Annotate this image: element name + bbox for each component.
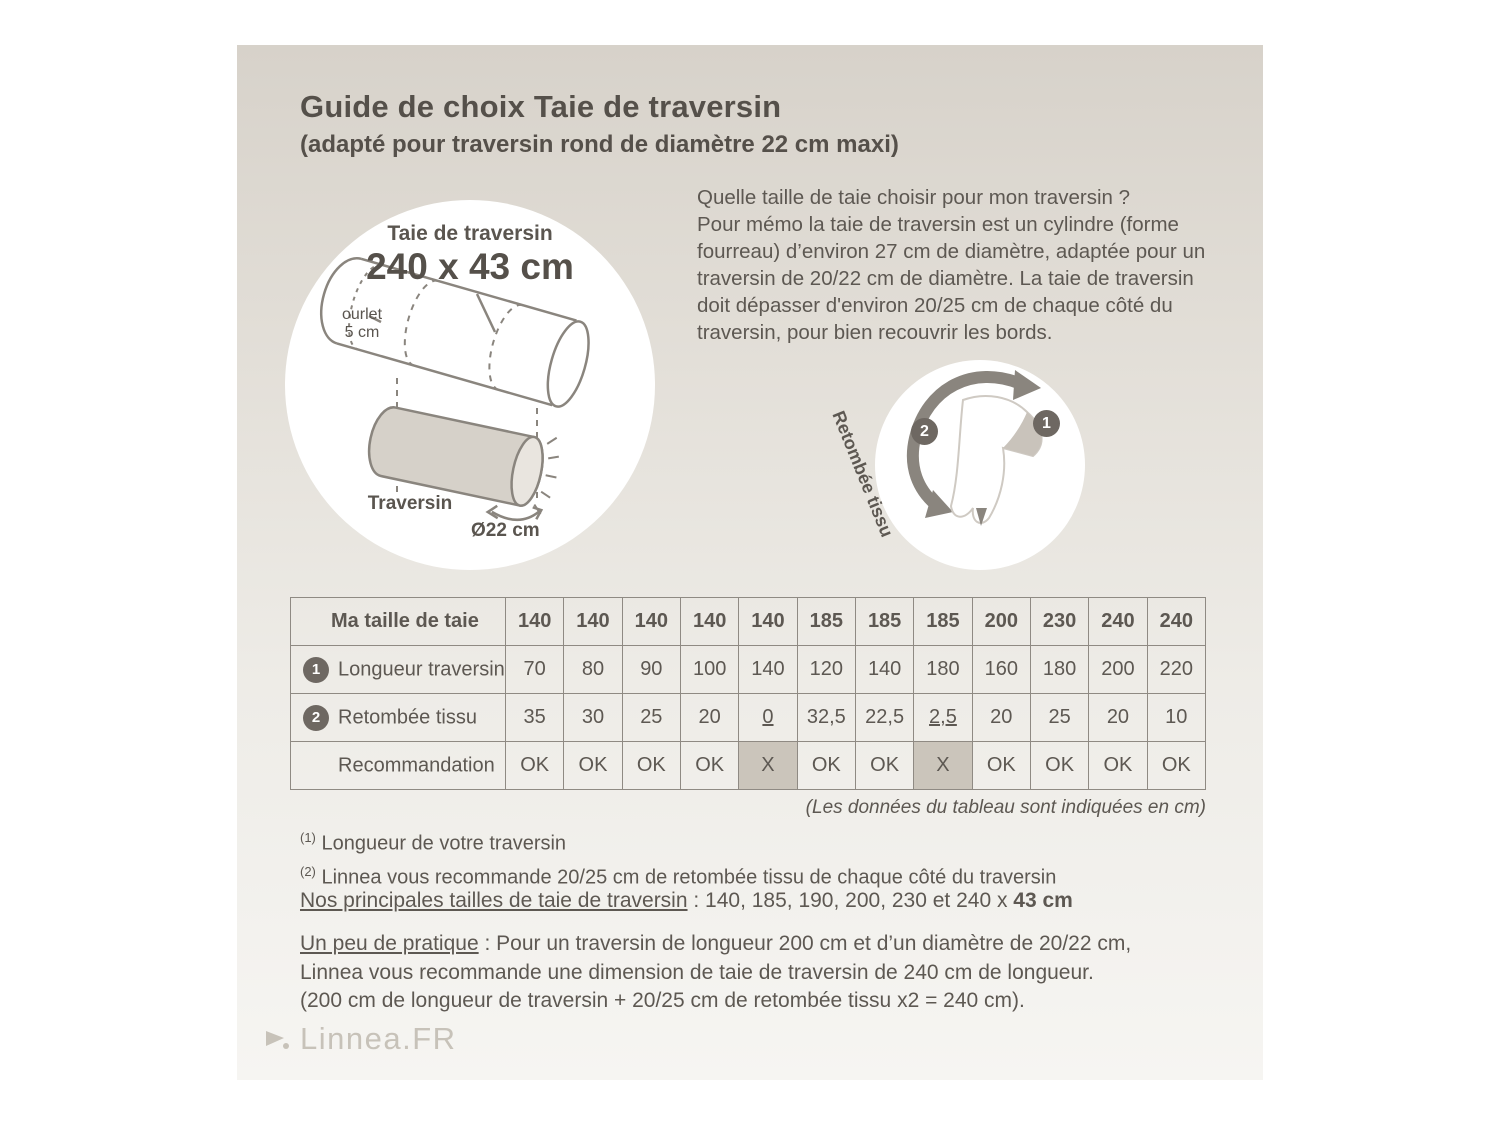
- table-header-cell: 140: [564, 598, 622, 646]
- table-cell: 140: [739, 646, 797, 694]
- main-sizes-line: [300, 889, 1073, 913]
- table-cell: 200: [1089, 646, 1147, 694]
- table-cell: 20: [972, 694, 1030, 742]
- table-cell: 20: [1089, 694, 1147, 742]
- table-cell: 100: [680, 646, 738, 694]
- practice-line-2: Linnea vous recommande une dimension de taie de traversin de 240 cm de longueur.: [300, 960, 1094, 984]
- table-header-cell: 240: [1089, 598, 1147, 646]
- practice-line-1-rest: : Pour un traversin de longueur 200 cm et d’un diamètre de 20/22 cm,: [478, 932, 1132, 955]
- table-cell: 140: [855, 646, 913, 694]
- table-cell: OK: [972, 742, 1030, 790]
- row-label: [291, 694, 506, 742]
- intro-text: [697, 184, 1217, 346]
- table-header-cell: 140: [739, 598, 797, 646]
- table-cell: X: [914, 742, 972, 790]
- footnote-1-marker: (1): [300, 830, 316, 845]
- table-cell: 2,5: [914, 694, 972, 742]
- row-label: [291, 742, 506, 790]
- table-header-cell: 140: [622, 598, 680, 646]
- row-number-badge: 1: [303, 657, 329, 683]
- table-cell: 80: [564, 646, 622, 694]
- row-label-text: Recommandation: [338, 753, 495, 776]
- table-cell: 20: [680, 694, 738, 742]
- title-block: [300, 89, 899, 159]
- table-cell: 22,5: [855, 694, 913, 742]
- page-title: Guide de choix Taie de traversin: [300, 89, 782, 124]
- table-cell: OK: [797, 742, 855, 790]
- footnote-2-text: Linnea vous recommande 20/25 cm de retombée tissu de chaque côté du traversin: [321, 866, 1057, 889]
- sizes-line-heading: Nos principales tailles de taie de traversin: [300, 889, 688, 912]
- taie-size-label: 240 x 43 cm: [366, 246, 574, 287]
- table-cell: X: [739, 742, 797, 790]
- table-cell: OK: [564, 742, 622, 790]
- table-header-cell: 185: [797, 598, 855, 646]
- ourlet-size: 5 cm: [344, 324, 380, 341]
- linnea-logo: [262, 1021, 457, 1057]
- table-cell: 35: [506, 694, 564, 742]
- row-label: [291, 646, 506, 694]
- table-cell: 220: [1147, 646, 1205, 694]
- footnotes: [300, 824, 1056, 891]
- sizes-line-width: 43 cm: [1013, 889, 1073, 912]
- retombee-tissu-label: Retombée tissu: [828, 408, 898, 540]
- table-row: [291, 742, 1206, 790]
- table-cell: 25: [1030, 694, 1088, 742]
- table-header-cell: 230: [1030, 598, 1088, 646]
- table-header-cell: 140: [506, 598, 564, 646]
- ourlet-label: [327, 306, 397, 342]
- row-number-badge: 2: [303, 705, 329, 731]
- table-cell: OK: [1089, 742, 1147, 790]
- table-cell: OK: [680, 742, 738, 790]
- footnote-2-marker: (2): [300, 863, 316, 879]
- table-header-cell: 185: [914, 598, 972, 646]
- table-cell: 180: [914, 646, 972, 694]
- page-subtitle: (adapté pour traversin rond de diamètre 22 cm maxi): [300, 131, 899, 158]
- intro-question: Quelle taille de taie choisir pour mon traversin ?: [697, 186, 1130, 209]
- fabric-fall-diagram: [828, 360, 1085, 570]
- row-label-text: Longueur traversin: [338, 657, 505, 680]
- table-cell: OK: [506, 742, 564, 790]
- linnea-logo-icon: [262, 1024, 292, 1054]
- table-header-cell: 185: [855, 598, 913, 646]
- taie-label: Taie de traversin: [387, 222, 553, 245]
- footnote-1-text: Longueur de votre traversin: [321, 832, 567, 855]
- practice-example: [300, 930, 1131, 1016]
- sizes-line-values: : 140, 185, 190, 200, 230 et 240 x: [687, 889, 1014, 912]
- table-cell: OK: [1030, 742, 1088, 790]
- table-cell: 10: [1147, 694, 1205, 742]
- size-table: [290, 597, 1206, 790]
- table-cell: 70: [506, 646, 564, 694]
- table-cell: 32,5: [797, 694, 855, 742]
- step-1-badge: 1: [1033, 410, 1060, 437]
- table-cell: OK: [622, 742, 680, 790]
- table-cell: 120: [797, 646, 855, 694]
- footnote-1: [300, 824, 1056, 858]
- table-cell: OK: [855, 742, 913, 790]
- table-header-cell: 200: [972, 598, 1030, 646]
- table-row: [291, 646, 1206, 694]
- practice-line-1: [300, 930, 1131, 959]
- ourlet-word: ourlet: [341, 306, 383, 323]
- table-cell: OK: [1147, 742, 1205, 790]
- step-2-badge: 2: [911, 418, 938, 445]
- table-cell: 25: [622, 694, 680, 742]
- table-header-cell: Ma taille de taie: [291, 598, 506, 646]
- table-cell: 30: [564, 694, 622, 742]
- table-header-cell: 140: [680, 598, 738, 646]
- diameter-label: Ø22 cm: [471, 520, 540, 541]
- table-row: [291, 694, 1206, 742]
- table-header-row: [291, 598, 1206, 646]
- table-units-note: (Les données du tableau sont indiquées en cm): [805, 797, 1206, 818]
- footnote-2: [300, 858, 1056, 892]
- practice-heading: Un peu de pratique: [300, 932, 479, 955]
- practice-line-3: (200 cm de longueur de traversin + 20/25 cm de retombée tissu x2 = 240 cm).: [300, 989, 1025, 1012]
- traversin-label: Traversin: [367, 493, 453, 514]
- table-cell: 160: [972, 646, 1030, 694]
- table-cell: 90: [622, 646, 680, 694]
- table-cell: 180: [1030, 646, 1088, 694]
- linnea-logo-text: Linnea.FR: [300, 1021, 457, 1056]
- bolster-diagram: [285, 200, 655, 570]
- table-header-cell: 240: [1147, 598, 1205, 646]
- guide-panel: [237, 45, 1263, 1080]
- row-label-text: Retombée tissu: [338, 705, 477, 728]
- table-cell: 0: [739, 694, 797, 742]
- fabric-fall-illustration: [875, 360, 1085, 570]
- intro-body: Pour mémo la taie de traversin est un cylindre (forme fourreau) d’environ 27 cm de diamètre, adaptée pour un traversin de 20/22 cm de diamètre. La taie de traversin doit dépasser d'environ 20/25 cm de chaque côté du traversin, pour bien recouvrir les bords.: [697, 213, 1206, 344]
